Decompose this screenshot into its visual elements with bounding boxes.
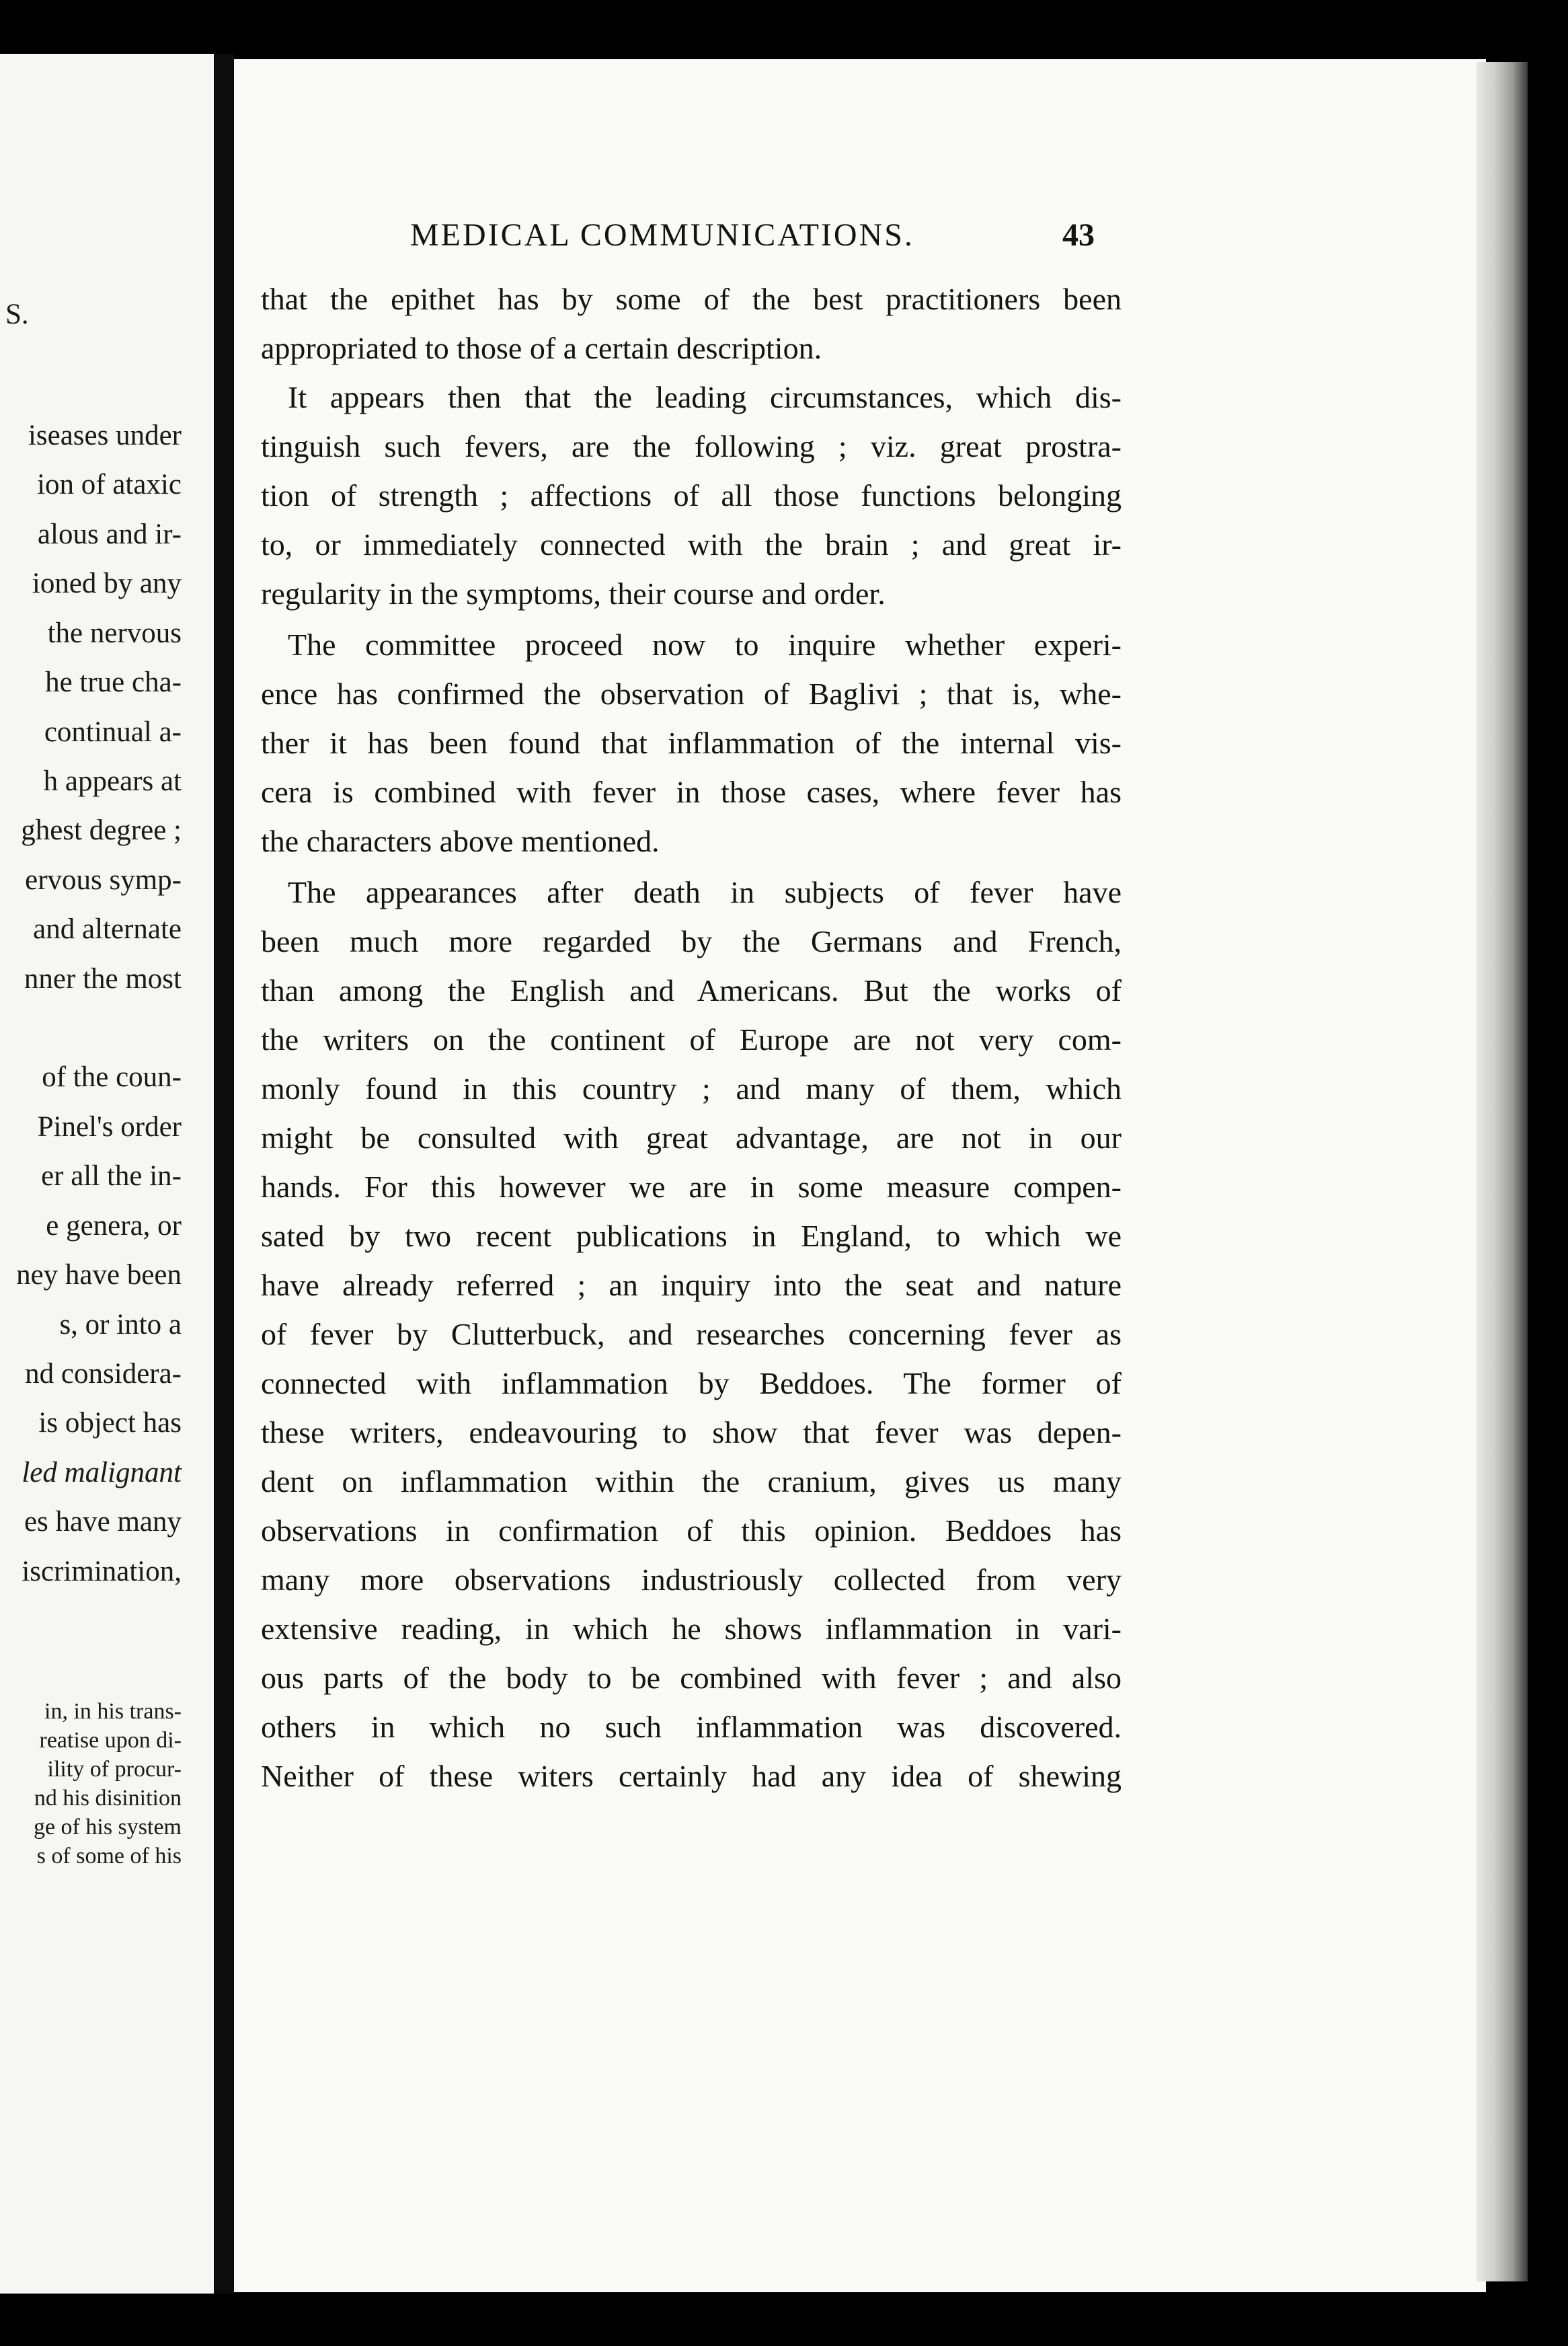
left-line: ion of ataxic: [37, 469, 182, 500]
left-line: nd considera-: [25, 1358, 182, 1390]
left-line: alous and ir-: [37, 519, 182, 550]
left-line: ioned by any: [32, 568, 182, 599]
left-line: he true cha-: [45, 667, 182, 698]
text-line: hands. For this however we are in some measure compen-: [261, 1170, 1122, 1204]
text-line: ous parts of the body to be combined with fever ; and also: [261, 1661, 1122, 1695]
text-line: observations in confirmation of this opinion. Beddoes has: [261, 1513, 1122, 1548]
book-gutter: [214, 54, 234, 2294]
text-line: sated by two recent publications in England, to which we: [261, 1219, 1122, 1253]
page-number: 43: [1062, 217, 1095, 253]
text-line: extensive reading, in which he shows inflammation in vari-: [261, 1612, 1122, 1646]
left-footnote-line: s of some of his: [36, 1844, 182, 1868]
left-line: iscrimination,: [22, 1556, 182, 1587]
text-line: the writers on the continent of Europe are not very com-: [261, 1022, 1122, 1057]
left-footnote-line: ge of his system: [33, 1815, 182, 1840]
left-line: e genera, or: [46, 1210, 182, 1242]
text-line: appropriated to those of a certain description.: [261, 331, 822, 365]
left-footnote-line: ility of procur-: [47, 1757, 182, 1782]
left-line: S.: [5, 299, 29, 330]
left-line: Pinel's order: [37, 1111, 182, 1143]
left-line: ney have been: [16, 1259, 182, 1291]
text-line: others in which no such inflammation was discovered.: [261, 1710, 1122, 1744]
text-line: Neither of these witers certainly had any idea of shewing: [261, 1759, 1122, 1793]
left-line: the nervous: [47, 617, 182, 649]
left-line: s, or into a: [59, 1309, 182, 1340]
left-line: led malignant: [22, 1457, 182, 1488]
left-line: continual a-: [44, 716, 182, 748]
text-line: of fever by Clutterbuck, and researches concerning fever as: [261, 1317, 1122, 1351]
text-line: that the epithet has by some of the best practitioners been: [261, 282, 1122, 316]
text-line: dent on inflammation within the cranium, gives us many: [261, 1464, 1122, 1499]
left-line: er all the in-: [41, 1160, 182, 1192]
text-line: these writers, endeavouring to show that fever was depen-: [261, 1415, 1122, 1449]
text-line: might be consulted with great advantage, are not in our: [261, 1121, 1122, 1155]
left-footnote-line: reatise upon di-: [39, 1728, 182, 1753]
left-footnote-line: nd his disinition: [34, 1786, 182, 1811]
text-line: cera is combined with fever in those cases, where fever has: [261, 775, 1122, 809]
text-line: ence has confirmed the observation of Baglivi ; that is, whe-: [261, 677, 1122, 711]
text-line: been much more regarded by the Germans and French,: [261, 924, 1122, 958]
left-line: h appears at: [43, 765, 182, 797]
facing-page-fragment: [0, 54, 214, 2294]
left-footnote-line: in, in his trans-: [44, 1699, 182, 1724]
page: [234, 59, 1486, 2292]
text-line: than among the English and Americans. But the works of: [261, 973, 1122, 1008]
left-line: es have many: [24, 1506, 182, 1538]
left-line: ervous symp-: [25, 864, 182, 896]
text-line: It appears then that the leading circumstances, which dis-: [288, 380, 1122, 414]
page-edge: [1477, 62, 1528, 2281]
text-line: monly found in this country ; and many of them, which: [261, 1071, 1122, 1106]
text-line: ther it has been found that inflammation of the internal vis-: [261, 726, 1122, 760]
text-line: many more observations industriously collected from very: [261, 1562, 1122, 1597]
text-line: The appearances after death in subjects of fever have: [288, 875, 1122, 909]
text-line: regularity in the symptoms, their course and order.: [261, 576, 886, 611]
text-line: to, or immediately connected with the brain ; and great ir-: [261, 527, 1122, 562]
text-line: tion of strength ; affections of all those functions belonging: [261, 478, 1122, 513]
text-line: connected with inflammation by Beddoes. The former of: [261, 1366, 1122, 1400]
left-line: of the coun-: [42, 1061, 182, 1093]
text-line: have already referred ; an inquiry into the seat and nature: [261, 1268, 1122, 1302]
text-line: The committee proceed now to inquire whether experi-: [288, 628, 1122, 662]
running-head: MEDICAL COMMUNICATIONS.: [410, 217, 914, 253]
text-line: the characters above mentioned.: [261, 824, 660, 858]
left-line: nner the most: [24, 963, 182, 995]
left-line: and alternate: [33, 913, 182, 945]
left-line: ghest degree ;: [21, 815, 182, 846]
left-line: iseases under: [28, 420, 182, 451]
text-line: tinguish such fevers, are the following ; viz. great prostra-: [261, 429, 1122, 463]
left-line: is object has: [38, 1407, 182, 1439]
